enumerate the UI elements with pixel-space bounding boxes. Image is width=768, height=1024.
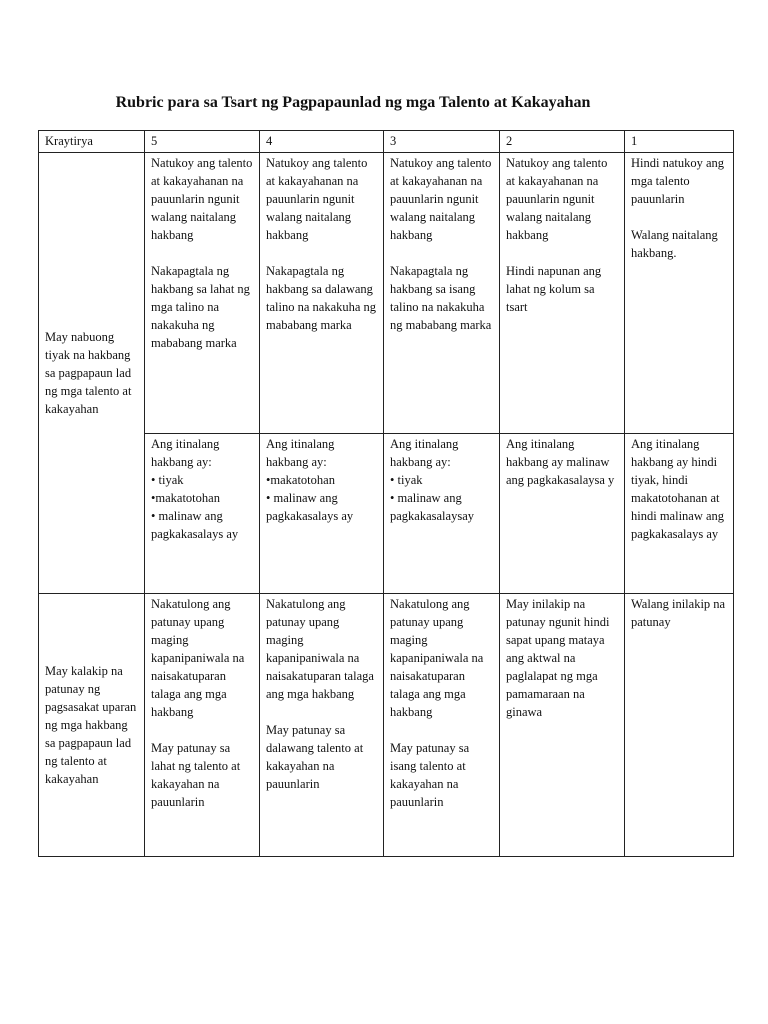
criterion-cell: May kalakip na patunay ng pagsasakat uparan ng mga hakbang sa pagpapaun lad ng talento at kakayahan [39, 594, 145, 857]
descriptor-text: Natukoy ang talento at kakayahanan na pauunlarin ngunit walang naitalang hakbang [266, 156, 368, 242]
descriptor-text: May patunay sa lahat ng talento at kakayahan na pauunlarin [151, 741, 241, 809]
descriptor-text: Nakapagtala ng hakbang sa dalawang talino na nakakuha ng mababang marka [266, 264, 377, 332]
descriptor-text: Nakatulong ang patunay upang maging kapanipaniwala na naisakatuparan talaga ang mga hakbang [151, 597, 245, 719]
descriptor-cell [260, 153, 384, 434]
descriptor-cell [500, 594, 625, 857]
bullet-item: • tiyak [151, 473, 184, 487]
header-score-4: 4 [260, 131, 384, 153]
descriptor-text: May patunay sa isang talento at kakayahan na pauunlarin [390, 741, 470, 809]
descriptor-text: Ang itinalang hakbang ay: [266, 437, 335, 469]
bullet-item: •makatotohan [266, 473, 335, 487]
header-criteria: Kraytirya [39, 131, 145, 153]
descriptor-text: May inilakip na patunay ngunit hindi sapat upang mataya ang aktwal na paglalapat ng mga pamamaraan na ginawa [506, 597, 610, 719]
descriptor-text: Nakatulong ang patunay upang maging kapanipaniwala na naisakatuparan talaga ang mga hakbang [390, 597, 484, 719]
descriptor-text: Ang itinalang hakbang ay malinaw ang pagkakasalaysa y [506, 437, 615, 487]
bullet-item: • tiyak [390, 473, 423, 487]
descriptor-cell [384, 153, 500, 434]
bullet-item: • malinaw ang pagkakasalays ay [151, 509, 239, 541]
descriptor-text: Natukoy ang talento at kakayahanan na pauunlarin ngunit walang naitalang hakbang [506, 156, 608, 242]
header-row [39, 131, 734, 153]
descriptor-text: May patunay sa dalawang talento at kakayahan na pauunlarin [266, 723, 364, 791]
descriptor-text: Ang itinalang hakbang ay hindi tiyak, hindi makatotohanan at hindi malinaw ang pagkakasalays ay [631, 437, 725, 541]
descriptor-cell [384, 594, 500, 857]
header-score-3: 3 [384, 131, 500, 153]
page-title: Rubric para sa Tsart ng Pagpapaunlad ng mga Talento at Kakayahan [115, 94, 591, 111]
descriptor-cell [500, 434, 625, 594]
descriptor-text: Nakapagtala ng hakbang sa lahat ng mga talino na nakakuha ng mababang marka [151, 264, 250, 350]
descriptor-text: Hindi natukoy ang mga talento pauunlarin [631, 156, 725, 206]
table-row [39, 153, 734, 434]
descriptor-text: Natukoy ang talento at kakayahanan na pauunlarin ngunit walang naitalang hakbang [390, 156, 492, 242]
descriptor-cell [260, 594, 384, 857]
descriptor-cell [625, 434, 734, 594]
descriptor-cell [145, 594, 260, 857]
bullet-item: •makatotohan [151, 491, 220, 505]
bullet-item: • malinaw ang pagkakasalaysay [390, 491, 474, 523]
descriptor-cell [260, 434, 384, 594]
descriptor-text: Nakatulong ang patunay upang maging kapanipaniwala na naisakatuparan talaga ang mga hakbang [266, 597, 374, 701]
criterion-cell: May nabuong tiyak na hakbang sa pagpapaun lad ng mga talento at kakayahan [39, 153, 145, 594]
descriptor-cell [145, 153, 260, 434]
header-score-2: 2 [500, 131, 625, 153]
descriptor-text: Hindi napunan ang lahat ng kolum sa tsart [506, 264, 602, 314]
descriptor-cell [384, 434, 500, 594]
header-score-1: 1 [625, 131, 734, 153]
descriptor-text: Nakapagtala ng hakbang sa isang talino na nakakuha ng mababang marka [390, 264, 492, 332]
descriptor-cell [500, 153, 625, 434]
descriptor-text: Walang inilakip na patunay [631, 597, 726, 629]
rubric-table [38, 130, 734, 857]
descriptor-cell [625, 594, 734, 857]
descriptor-cell [625, 153, 734, 434]
table-row [39, 594, 734, 857]
descriptor-text: Ang itinalang hakbang ay: [151, 437, 220, 469]
descriptor-text: Ang itinalang hakbang ay: [390, 437, 459, 469]
descriptor-text: Natukoy ang talento at kakayahanan na pauunlarin ngunit walang naitalang hakbang [151, 156, 253, 242]
bullet-item: • malinaw ang pagkakasalays ay [266, 491, 354, 523]
descriptor-text: Walang naitalang hakbang. [631, 228, 718, 260]
header-score-5: 5 [145, 131, 260, 153]
descriptor-cell [145, 434, 260, 594]
